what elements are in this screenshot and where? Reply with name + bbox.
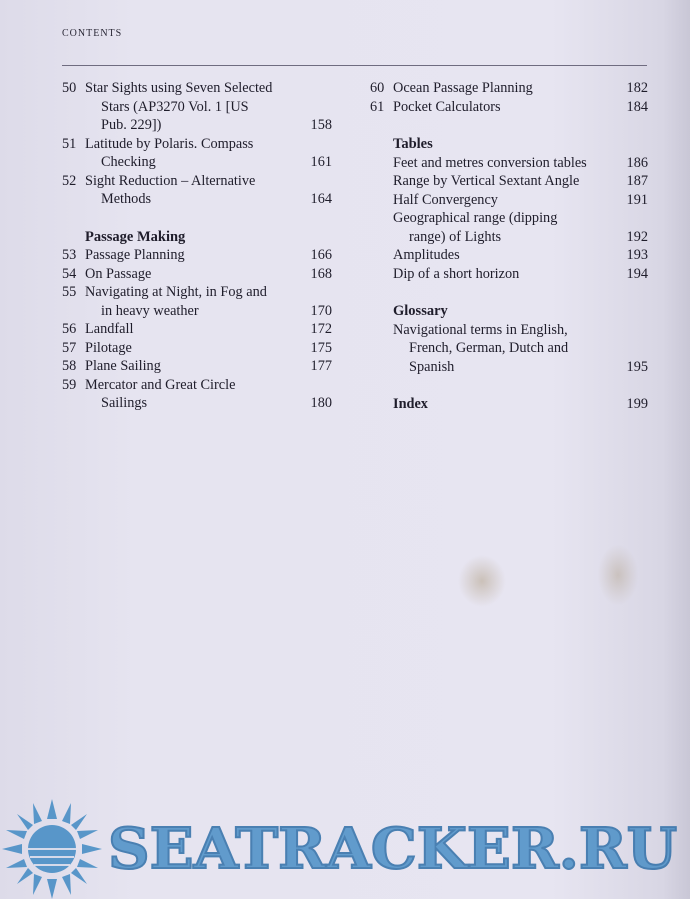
chapter-number: 60	[370, 80, 385, 96]
section-heading-glossary: Glossary	[393, 303, 448, 319]
toc-left-column	[62, 79, 332, 413]
page-number: 168	[310, 265, 332, 282]
page-number: 184	[626, 98, 648, 115]
toc-entry[interactable]	[62, 246, 332, 265]
page-number: 166	[310, 247, 332, 263]
chapter-number: 56	[62, 321, 77, 337]
toc-entry[interactable]	[62, 172, 332, 209]
chapter-number: 53	[62, 247, 77, 263]
chapter-number: 61	[370, 98, 385, 115]
toc-entry[interactable]	[370, 172, 648, 191]
table-title: Geographical range (dipping range) of Lights	[393, 210, 558, 245]
chapter-title: Pilotage	[85, 339, 132, 356]
toc-entry[interactable]	[62, 320, 332, 339]
table-title: Range by Vertical Sextant Angle	[393, 173, 580, 189]
table-title: Feet and metres conversion tables	[393, 154, 587, 171]
toc-entry[interactable]	[370, 209, 648, 246]
page-number: 170	[310, 302, 332, 319]
toc-entry[interactable]	[370, 191, 648, 210]
page-number: 164	[310, 191, 332, 207]
chapter-title: Mercator and Great Circle Sailings	[85, 376, 236, 411]
page-number: 175	[310, 339, 332, 356]
page-number: 180	[310, 395, 332, 411]
page-number: 187	[626, 173, 648, 189]
glossary-title: Navigational terms in English, French, German, Dutch and Spanish	[393, 321, 569, 375]
chapter-title: Navigating at Night, in Fog and in heavy weather	[85, 284, 267, 319]
toc-entry[interactable]	[62, 265, 332, 284]
toc-entry[interactable]	[370, 246, 648, 265]
page-number: 172	[310, 321, 332, 337]
paper-stain	[458, 555, 506, 607]
chapter-number: 50	[62, 80, 77, 96]
toc-right-column	[370, 79, 648, 414]
chapter-title: Landfall	[85, 321, 134, 337]
page-number: 194	[626, 265, 648, 282]
page-number: 195	[626, 358, 648, 375]
chapter-number: 58	[62, 358, 77, 374]
chapter-number: 55	[62, 284, 77, 300]
page-number: 191	[626, 191, 648, 208]
index-label: Index	[393, 396, 428, 412]
running-header: CONTENTS	[62, 28, 123, 39]
chapter-title: Ocean Passage Planning	[393, 80, 533, 96]
page-number: 186	[626, 154, 648, 171]
chapter-number: 57	[62, 339, 77, 356]
chapter-title: Pocket Calculators	[393, 98, 501, 115]
chapter-number: 59	[62, 376, 77, 393]
toc-entry[interactable]	[370, 98, 648, 117]
chapter-number: 51	[62, 135, 77, 152]
toc-entry[interactable]	[370, 79, 648, 98]
page-number: 193	[626, 247, 648, 263]
page-number: 199	[626, 396, 648, 412]
toc-entry-index[interactable]	[370, 395, 648, 414]
chapter-title: Latitude by Polaris. Compass Checking	[85, 135, 254, 170]
table-title: Dip of a short horizon	[393, 265, 520, 282]
toc-entry[interactable]	[62, 357, 332, 376]
section-heading-passage-making: Passage Making	[85, 228, 186, 245]
chapter-title: Star Sights using Seven Selected Stars (AP3270 Vol. 1 [US Pub. 229])	[85, 80, 273, 133]
page-number: 161	[310, 154, 332, 170]
chapter-title: Passage Planning	[85, 247, 185, 263]
page-number: 158	[310, 117, 332, 133]
toc-entry[interactable]	[62, 376, 332, 413]
header-rule	[62, 65, 647, 66]
toc-entry[interactable]	[62, 283, 332, 320]
page-number: 177	[310, 358, 332, 374]
page-number: 182	[626, 80, 648, 96]
toc-entry[interactable]	[62, 339, 332, 358]
chapter-title: On Passage	[85, 265, 152, 282]
table-title: Half Convergency	[393, 191, 498, 208]
chapter-number: 52	[62, 172, 77, 189]
toc-entry[interactable]	[370, 265, 648, 284]
paper-stain	[598, 545, 638, 605]
toc-entry[interactable]	[62, 135, 332, 172]
chapter-number: 54	[62, 265, 77, 282]
page-number: 192	[626, 228, 648, 245]
chapter-title: Sight Reduction – Alternative Methods	[85, 172, 256, 207]
toc-entry[interactable]	[370, 321, 648, 377]
toc-entry[interactable]	[370, 154, 648, 173]
chapter-title: Plane Sailing	[85, 358, 161, 374]
section-heading-tables: Tables	[393, 136, 433, 152]
toc-entry[interactable]	[62, 79, 332, 135]
watermark-text: SEATRACKER.RU	[108, 816, 678, 882]
table-title: Amplitudes	[393, 247, 460, 263]
